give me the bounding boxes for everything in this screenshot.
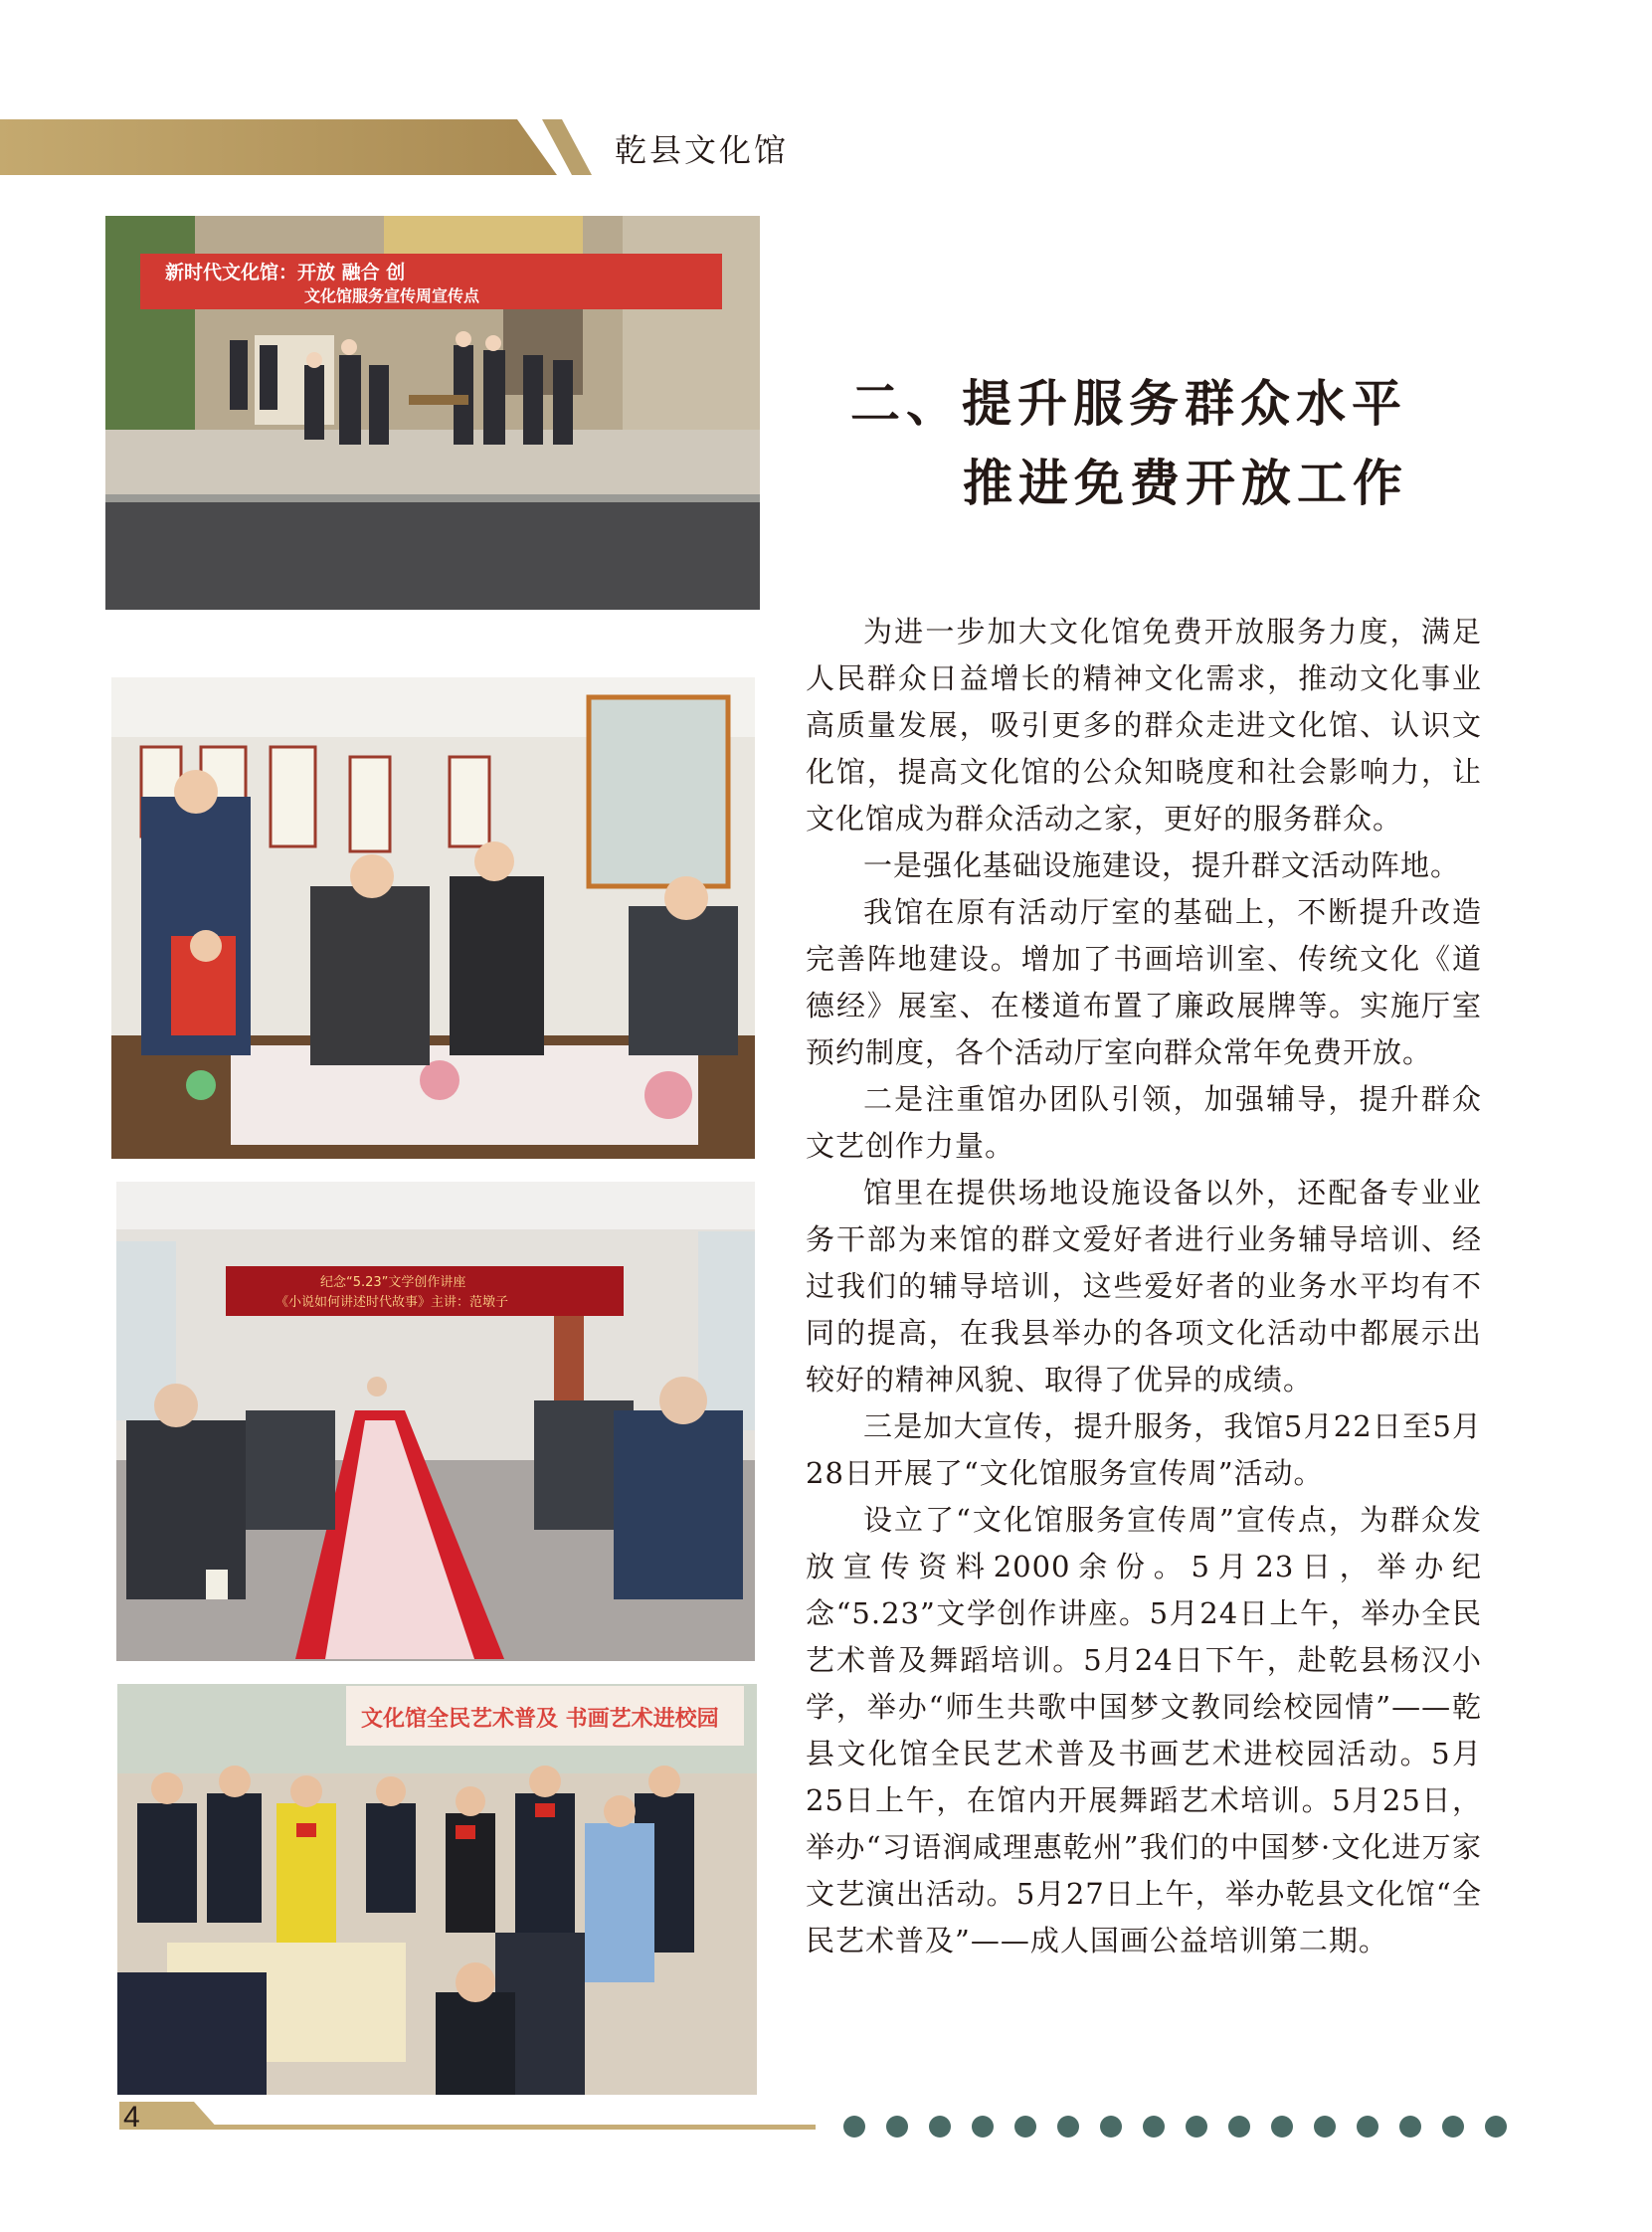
article-paragraph: 为进一步加大文化馆免费开放服务力度，满足人民群众日益增长的精神文化需求，推动文化事业高质量发展，吸引更多的群众走进文化馆、认识文化馆，提高文化馆的公众知晓度和社会影响力，让文化馆成为群众活动之家，更好的服务群众。 xyxy=(806,615,1482,836)
article-headline-line1: 二、提升服务群众水平 xyxy=(850,375,1407,433)
footer-dot xyxy=(1485,2116,1507,2138)
article-headline-line2: 推进免费开放工作 xyxy=(963,455,1408,512)
article-paragraph: 设立了“文化馆服务宣传周”宣传点，为群众发放宣传资料2000余份。5月23日，举办纪念“5.23”文学创作讲座。5月24日上午，举办全民艺术普及舞蹈培训。5月24日下午，赴乾县杨汉小学，举办“师生共歌中国梦文教同绘校园情”——乾县文化馆全民艺术普及书画艺术进校园活动。5月25日上午，在馆内开展舞蹈艺术培训。5月25日，举办“习语润咸理惠乾州”我们的中国梦·文化进万家文艺演出活动。5月27日上午，举办乾县文化馆“全民艺术普及”——成人国画公益培训第二期。 xyxy=(806,1503,1482,1957)
article-paragraph: 我馆在原有活动厅室的基础上，不断提升改造完善阵地建设。增加了书画培训室、传统文化《道德经》展室、在楼道布置了廉政展牌等。实施厅室预约制度，各个活动厅室向群众常年免费开放。 xyxy=(806,895,1482,1069)
photo3-banner-line2: 《小说如何讲述时代故事》主讲：范墩子 xyxy=(275,1295,509,1310)
article-body xyxy=(806,609,1482,1964)
article-paragraph: 三是加大宣传，提升服务，我馆5月22日至5月28日开展了“文化馆服务宣传周”活动。 xyxy=(806,1409,1482,1490)
photo1-banner-line2: 文化馆服务宣传周宣传点 xyxy=(304,286,480,305)
article-paragraph: 一是强化基础设施建设，提升群文活动阵地。 xyxy=(863,848,1461,882)
footer-dot xyxy=(929,2116,951,2138)
page-number: 4 xyxy=(123,2101,140,2134)
footer-dot xyxy=(1442,2116,1464,2138)
photo-street-promotion xyxy=(105,216,760,610)
footer-dot xyxy=(1143,2116,1165,2138)
footer-dot xyxy=(843,2116,865,2138)
photo-school-activity xyxy=(117,1684,757,2095)
footer-dot xyxy=(1228,2116,1250,2138)
footer-dot xyxy=(886,2116,908,2138)
photo4-banner-text: 文化馆全民艺术普及 书画艺术进校园 xyxy=(361,1707,719,1732)
photo-literature-lecture xyxy=(116,1182,755,1661)
article-paragraph: 二是注重馆办团队引领，加强辅导，提升群众文艺创作力量。 xyxy=(806,1082,1482,1163)
footer-dot xyxy=(1357,2116,1378,2138)
photo-painting-class xyxy=(111,677,755,1159)
footer-dot xyxy=(1057,2116,1079,2138)
footer-dot xyxy=(972,2116,994,2138)
footer-dot xyxy=(1314,2116,1336,2138)
footer-dot xyxy=(1399,2116,1421,2138)
footer-dot xyxy=(1186,2116,1207,2138)
footer-gold-line xyxy=(119,2125,816,2130)
header-gold-band xyxy=(0,119,557,175)
photo3-banner-line1: 纪念“5.23”文学创作讲座 xyxy=(320,1275,466,1290)
header-title: 乾县文化馆 xyxy=(615,131,790,169)
footer-dot xyxy=(1014,2116,1036,2138)
footer-dot-row xyxy=(843,2116,1507,2138)
footer-dot xyxy=(1271,2116,1293,2138)
article-paragraph: 馆里在提供场地设施设备以外，还配备专业业务干部为来馆的群文爱好者进行业务辅导培训、经过我们的辅导培训，这些爱好者的业务水平均有不同的提高，在我县举办的各项文化活动中都展示出较好的精神风貌、取得了优异的成绩。 xyxy=(806,1176,1482,1396)
footer-dot xyxy=(1100,2116,1122,2138)
photo1-banner-line1: 新时代文化馆：开放 融合 创 xyxy=(165,262,406,283)
